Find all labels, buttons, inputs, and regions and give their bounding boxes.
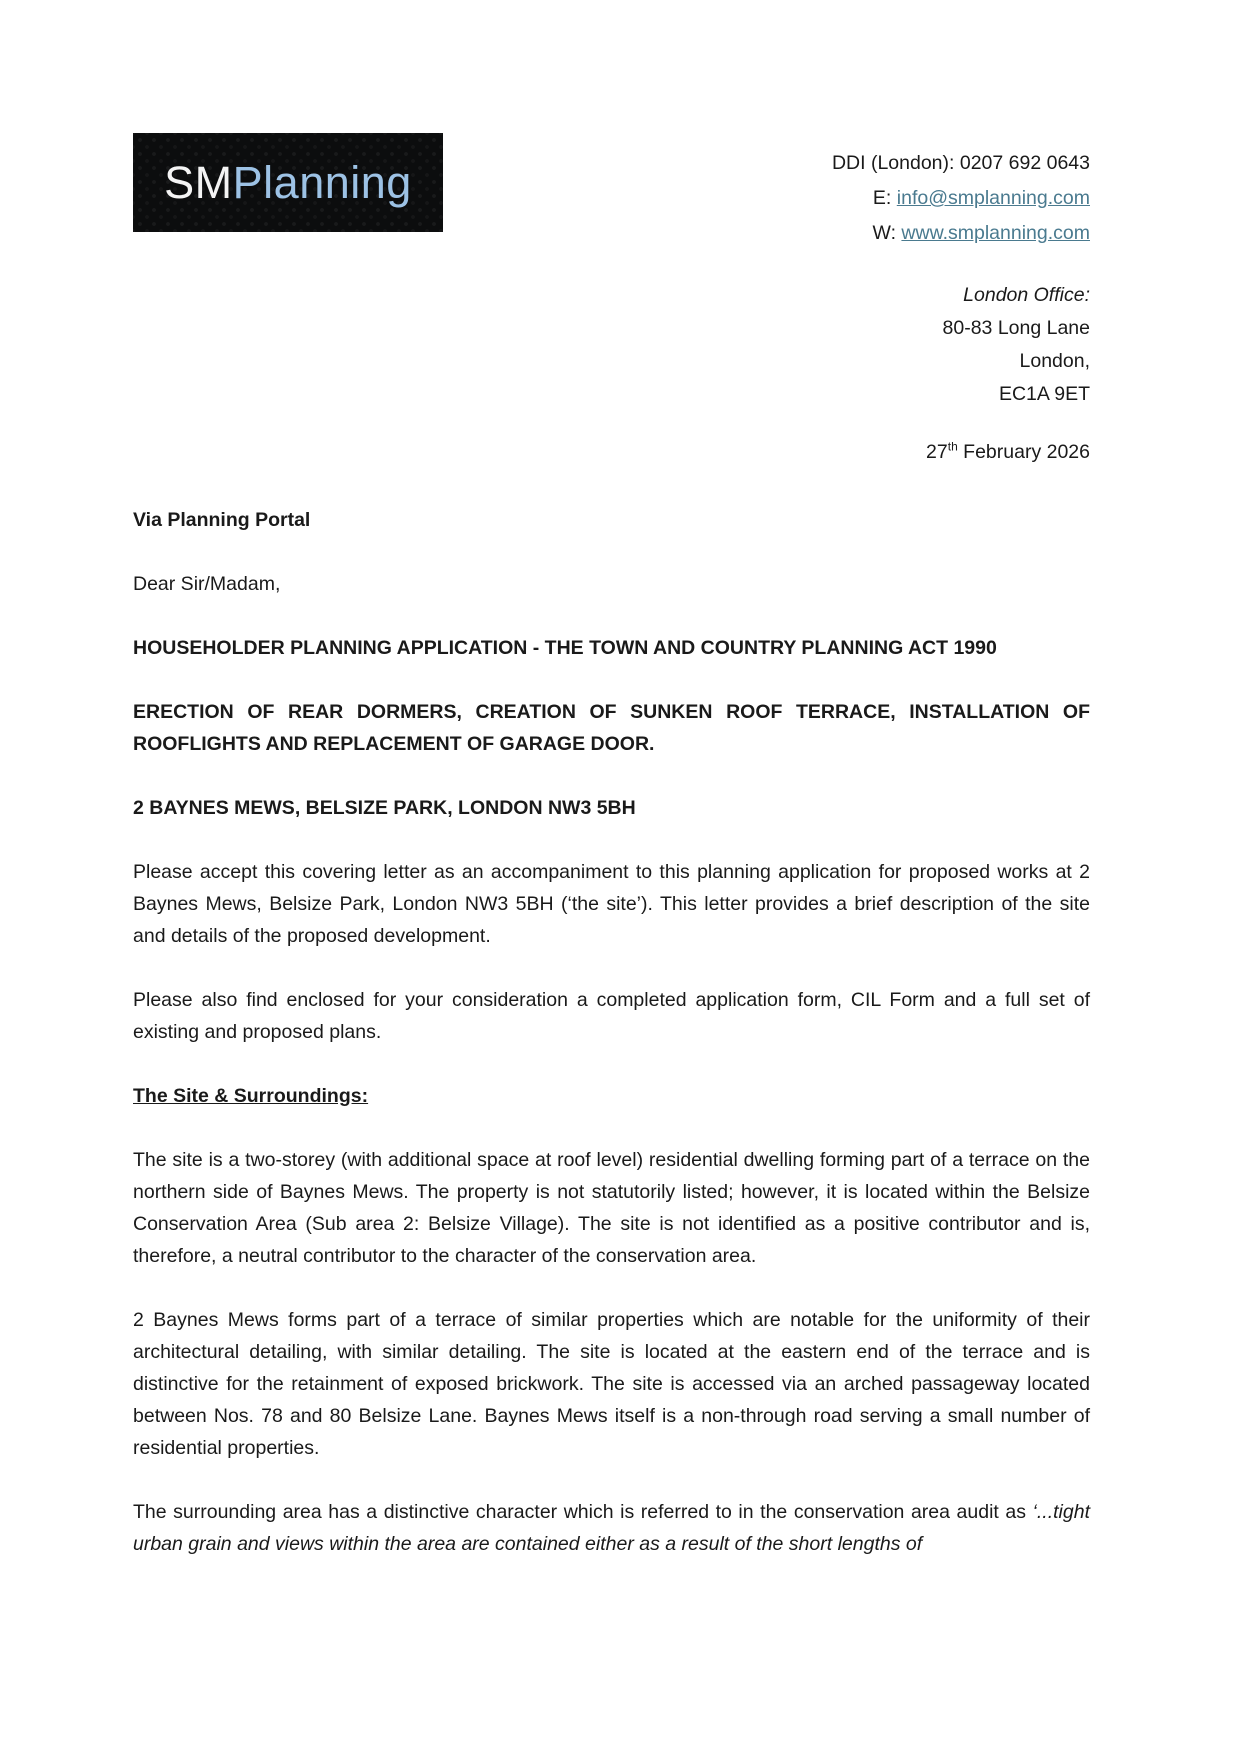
contact-email-line bbox=[832, 181, 1090, 216]
heading-proposal: ERECTION OF REAR DORMERS, CREATION OF SUNKEN ROOF TERRACE, INSTALLATION OF ROOFLIGHTS AND REPLACEMENT OF GARAGE DOOR. bbox=[133, 701, 1090, 755]
contact-phone: DDI (London): 0207 692 0643 bbox=[831, 152, 1090, 174]
paragraph-surrounding-area bbox=[133, 1496, 1090, 1560]
date-ordinal: th bbox=[947, 439, 958, 454]
contact-block bbox=[832, 146, 1090, 251]
conservation-audit-quote: ‘...tight urban grain and views within the area are contained either as a result of the short lengths of bbox=[133, 1501, 1090, 1555]
letterhead bbox=[133, 133, 1090, 251]
salutation: Dear Sir/Madam, bbox=[133, 573, 281, 595]
logo-planning-text: Planning bbox=[232, 156, 412, 208]
date-rest: February 2026 bbox=[957, 441, 1090, 463]
letter-date bbox=[133, 436, 1090, 469]
letter-body bbox=[133, 504, 1090, 1560]
office-address-line1: 80-83 Long Lane bbox=[942, 317, 1090, 339]
contact-web-line bbox=[832, 216, 1090, 251]
via-line: Via Planning Portal bbox=[133, 509, 311, 531]
office-postcode: EC1A 9ET bbox=[998, 383, 1090, 405]
company-logo-text bbox=[164, 157, 412, 209]
contact-web-label: W: bbox=[872, 222, 902, 244]
heading-act: HOUSEHOLDER PLANNING APPLICATION - THE TOWN AND COUNTRY PLANNING ACT 1990 bbox=[133, 637, 997, 659]
paragraph-site-description: The site is a two-storey (with additional space at roof level) residential dwelling forming part of a terrace on the northern side of Baynes Mews. The property is not statutorily listed; however, it is located within the Belsize Conservation Area (Sub area 2: Belsize Village). The site is not identified as a positive contributor and is, therefore, a neutral contributor to the character of the conservation area. bbox=[133, 1149, 1090, 1267]
company-logo bbox=[133, 133, 443, 232]
paragraph-terrace-description: 2 Baynes Mews forms part of a terrace of similar properties which are notable for the uniformity of their architectural detailing, with similar detailing. The site is located at the eastern end of the terrace and is distinctive for the retainment of exposed brickwork. The site is accessed via an arched passageway located between Nos. 78 and 80 Belsize Lane. Baynes Mews itself is a non-through road serving a small number of residential properties. bbox=[133, 1309, 1090, 1459]
contact-email-link[interactable]: info@smplanning.com bbox=[896, 187, 1090, 209]
office-title: London Office: bbox=[963, 284, 1090, 306]
heading-site-address: 2 BAYNES MEWS, BELSIZE PARK, LONDON NW3 5BH bbox=[133, 797, 636, 819]
section-heading-site-surroundings: The Site & Surroundings: bbox=[133, 1085, 369, 1107]
contact-web-link[interactable]: www.smplanning.com bbox=[901, 222, 1090, 244]
office-address-line2: London, bbox=[1019, 350, 1090, 372]
surrounding-area-text: The surrounding area has a distinctive character which is referred to in the conservation area audit as bbox=[133, 1501, 1033, 1523]
office-address-block bbox=[133, 279, 1090, 411]
paragraph-enclosed: Please also find enclosed for your consideration a completed application form, CIL Form and a full set of existing and proposed plans. bbox=[133, 989, 1090, 1043]
contact-email-label: E: bbox=[872, 187, 897, 209]
logo-sm-text: SM bbox=[164, 156, 233, 208]
date-day: 27 bbox=[926, 441, 948, 463]
paragraph-intro: Please accept this covering letter as an accompaniment to this planning application for proposed works at 2 Baynes Mews, Belsize Park, London NW3 5BH (‘the site’). This letter provides a brief description of the site and details of the proposed development. bbox=[133, 861, 1090, 947]
